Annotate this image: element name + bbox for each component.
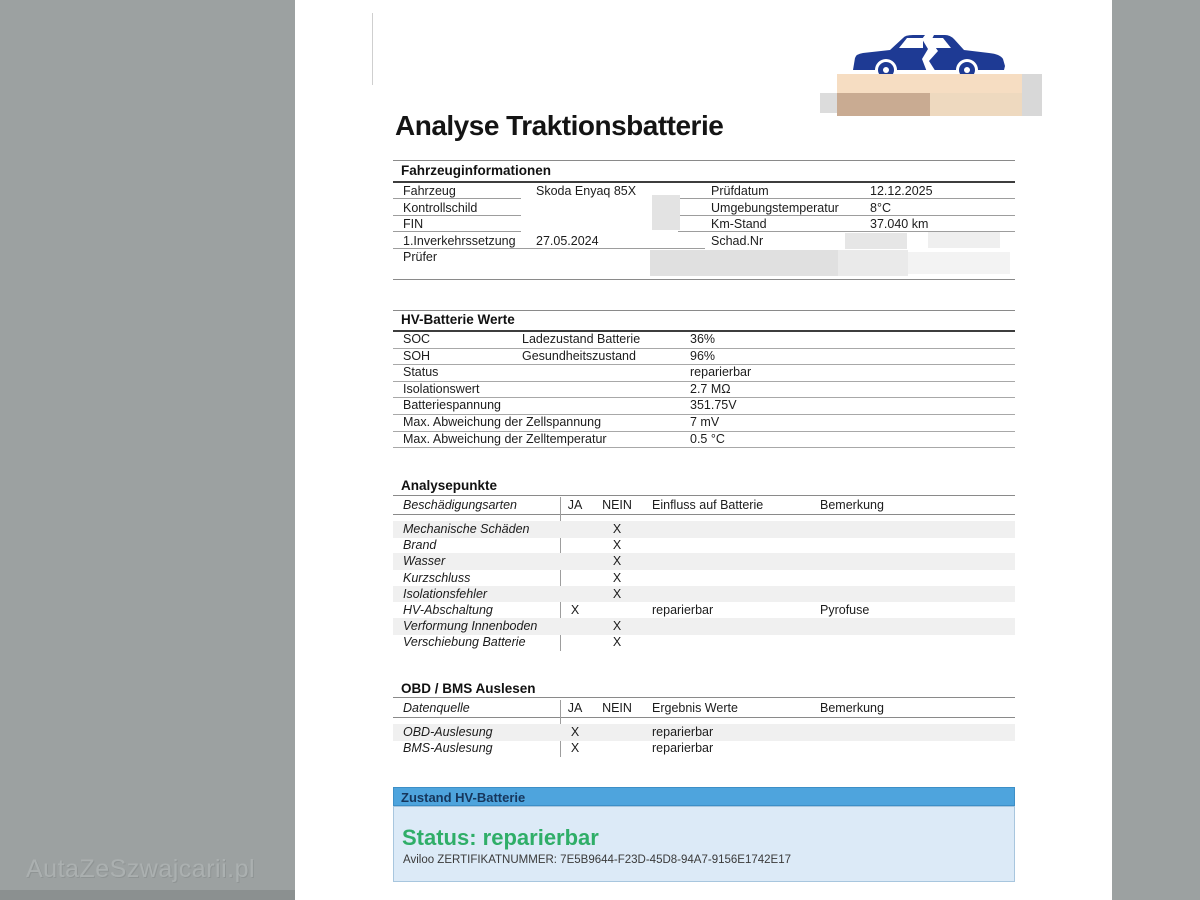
- column-header: Bemerkung: [820, 498, 884, 512]
- page-title: Analyse Traktionsbatterie: [395, 110, 724, 141]
- value: 36%: [690, 332, 716, 346]
- table-row: [393, 553, 1015, 570]
- redacted-value-block: [908, 252, 1010, 274]
- redacted-logo-block: [930, 93, 1022, 116]
- watermark: AutaZeSzwajcarii.pl: [26, 855, 256, 883]
- result: reparierbar: [652, 741, 714, 756]
- section-title: OBD / BMS Auslesen: [401, 681, 536, 696]
- field-label: FIN: [403, 217, 424, 232]
- column-header: NEIN: [602, 498, 632, 512]
- field-value: 8°C: [870, 200, 891, 215]
- value-row: [393, 397, 1015, 415]
- section-hv-values: [393, 310, 1015, 450]
- value-label: Batteriespannung: [403, 398, 501, 413]
- table-row: [393, 602, 1015, 619]
- nein-mark: X: [612, 570, 622, 585]
- field-label: Umgebungstemperatur: [711, 200, 839, 215]
- redacted-value-block: [845, 233, 907, 249]
- value-row: [393, 364, 1015, 382]
- report-page: [295, 0, 1112, 900]
- table-row: [393, 724, 1015, 741]
- damage-type: Isolationsfehler: [403, 586, 488, 601]
- nein-mark: X: [612, 538, 622, 553]
- value-row: [393, 331, 1015, 349]
- value: 7 mV: [690, 415, 720, 429]
- nein-mark: X: [612, 522, 622, 536]
- redacted-logo-block: [837, 74, 1022, 93]
- redacted-logo-block: [1022, 74, 1042, 116]
- field-value: 12.12.2025: [870, 184, 933, 198]
- redacted-logo-block: [820, 93, 837, 113]
- nein-mark: X: [612, 554, 622, 569]
- redacted-logo-block: [837, 93, 930, 116]
- field-label: Schad.Nr: [711, 233, 764, 248]
- field-label: Kontrollschild: [403, 200, 478, 215]
- column-header: Ergebnis Werte: [652, 700, 738, 715]
- column-header: NEIN: [602, 700, 632, 715]
- remark: Pyrofuse: [820, 603, 870, 617]
- logo-area: [820, 20, 1070, 120]
- table-row: [393, 740, 1015, 757]
- status-text: Status: reparierbar: [402, 825, 599, 850]
- value-label: Status: [403, 365, 439, 380]
- section-title: Analysepunkte: [401, 478, 498, 493]
- data-source: BMS-Auslesung: [403, 741, 493, 756]
- damage-type: HV-Abschaltung: [403, 603, 493, 617]
- redacted-value-block: [928, 232, 1000, 248]
- field-label: Km-Stand: [711, 217, 767, 232]
- section-title: HV-Batterie Werte: [401, 312, 515, 327]
- value-row: [393, 348, 1015, 366]
- ja-mark: X: [570, 741, 580, 756]
- section-analysis: [393, 477, 1015, 657]
- data-source: OBD-Auslesung: [403, 725, 493, 739]
- value-label: Isolationswert: [403, 381, 480, 396]
- ja-mark: X: [570, 603, 580, 617]
- scan-edge-strip: [0, 890, 295, 900]
- redacted-value-block: [838, 250, 908, 276]
- damaged-car-icon: [850, 25, 1012, 81]
- section-title: Fahrzeuginformationen: [401, 163, 552, 178]
- field-value: Skoda Enyaq 85X: [536, 184, 637, 198]
- table-row: [393, 618, 1015, 635]
- table-row: [393, 570, 1015, 587]
- value: reparierbar: [690, 365, 752, 380]
- value-row: [393, 414, 1015, 432]
- value: 0.5 °C: [690, 431, 725, 446]
- value-row: [393, 431, 1015, 449]
- certificate-number: Aviloo ZERTIFIKATNUMMER: 7E5B9644-F23D-45D8-94A7-9156E1742E17: [403, 854, 791, 866]
- field-value: 27.05.2024: [536, 233, 599, 248]
- table-row: [393, 586, 1015, 603]
- field-value: 37.040 km: [870, 217, 929, 232]
- ja-mark: X: [570, 725, 580, 739]
- nein-mark: X: [612, 619, 622, 634]
- value-label: SOH: [403, 348, 431, 363]
- redacted-value-block: [652, 195, 680, 230]
- damage-type: Verformung Innenboden: [403, 619, 538, 634]
- nein-mark: X: [612, 635, 622, 650]
- nein-mark: X: [612, 586, 622, 601]
- table-header-row: [393, 497, 1015, 514]
- value-label: SOC: [403, 332, 431, 346]
- value-label: Max. Abweichung der Zellspannung: [403, 415, 602, 429]
- value-label: Max. Abweichung der Zelltemperatur: [403, 431, 607, 446]
- value-desc: Gesundheitszustand: [522, 348, 636, 363]
- value-desc: Ladezustand Batterie: [522, 332, 641, 346]
- scan-fold-line: [372, 13, 373, 85]
- value-row: [393, 381, 1015, 399]
- result: reparierbar: [652, 725, 714, 739]
- field-label: Fahrzeug: [403, 184, 456, 198]
- value: 2.7 MΩ: [690, 381, 731, 396]
- damage-type: Brand: [403, 538, 437, 553]
- redacted-value-block: [650, 250, 838, 276]
- damage-type: Mechanische Schäden: [403, 522, 530, 536]
- field-label: Prüfer: [403, 250, 438, 265]
- status-body: [393, 806, 1015, 882]
- column-header: Einfluss auf Batterie: [652, 498, 764, 512]
- column-header: Bemerkung: [820, 700, 884, 715]
- table-row: [393, 521, 1015, 538]
- column-header: JA: [567, 700, 583, 715]
- influence: reparierbar: [652, 603, 714, 617]
- table-row: [393, 634, 1015, 651]
- table-header-row: [393, 700, 1015, 717]
- column-header: JA: [567, 498, 583, 512]
- section-obd-bms: [393, 680, 1015, 765]
- field-label: 1.Inverkehrssetzung: [403, 233, 516, 248]
- value: 96%: [690, 348, 716, 363]
- column-header: Datenquelle: [403, 700, 470, 715]
- value: 351.75V: [690, 398, 737, 413]
- damage-type: Wasser: [403, 554, 446, 569]
- field-label: Prüfdatum: [711, 184, 769, 198]
- table-row: [393, 537, 1015, 554]
- damage-type: Verschiebung Batterie: [403, 635, 526, 650]
- column-header: Beschädigungsarten: [403, 498, 517, 512]
- section-vehicle-info: [393, 160, 1015, 280]
- status-header-bar: Zustand HV-Batterie: [393, 787, 1015, 806]
- damage-type: Kurzschluss: [403, 570, 471, 585]
